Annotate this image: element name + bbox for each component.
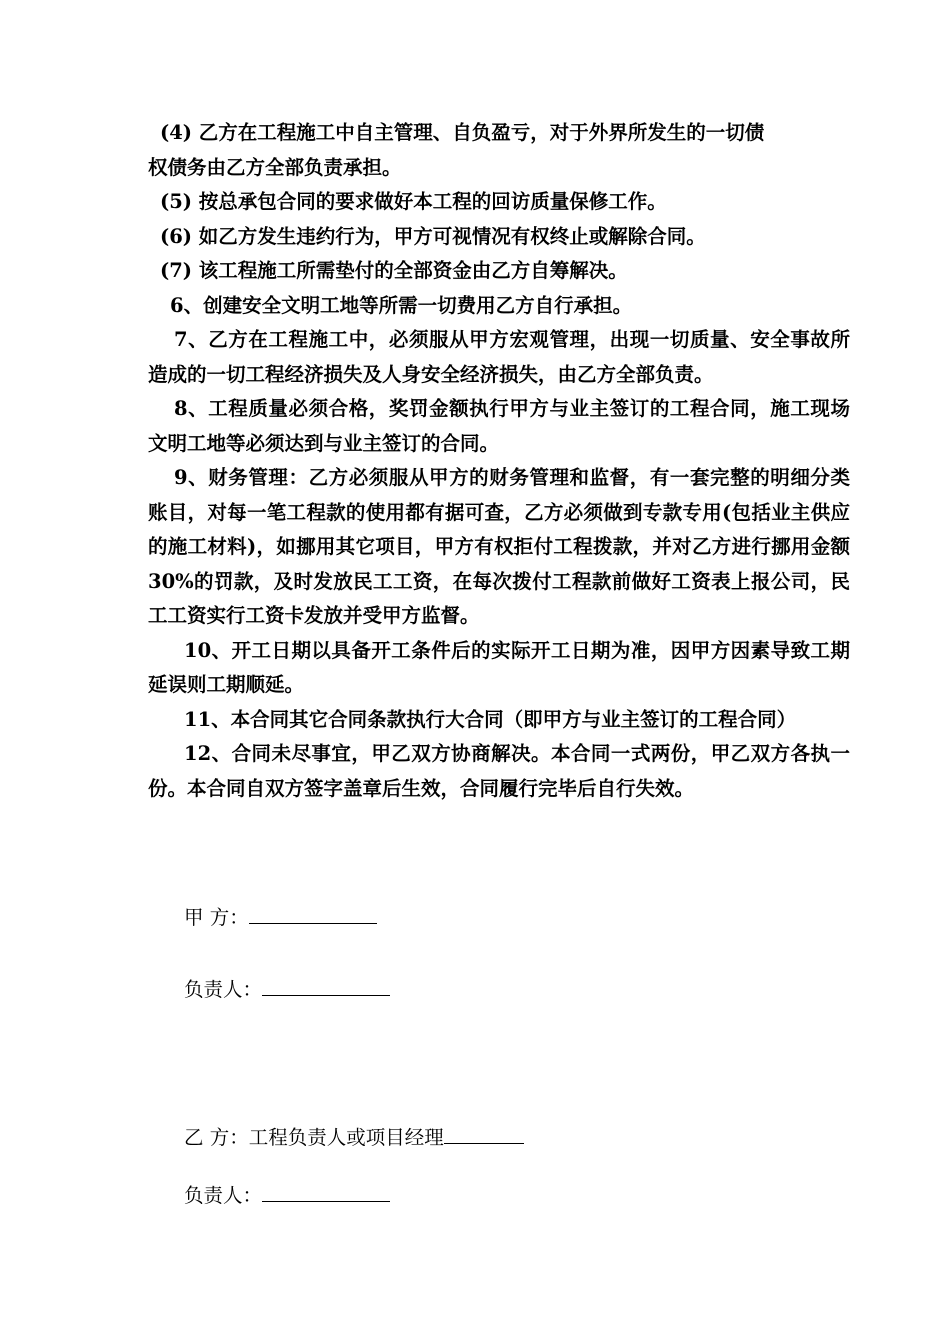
item-8: 8、工程质量必须合格，奖罚金额执行甲方与业主签订的工程合同，施工现场文明工地等必须达到与业主签订的合同。 — [148, 397, 850, 455]
item-11: 11、本合同其它合同条款执行大合同（即甲方与业主签订的工程合同） — [184, 707, 797, 731]
party-b-rep-label: 负责人： — [184, 1184, 263, 1207]
party-b-text: 工程负责人或项目经理 — [248, 1126, 444, 1149]
contract-clauses — [148, 116, 850, 806]
party-b-label: 乙 方： — [184, 1126, 249, 1149]
clause-5: (5) 按总承包合同的要求做好本工程的回访质量保修工作。 — [160, 190, 667, 213]
clause-4-line-2: 权债务由乙方全部负责承担。 — [148, 155, 402, 179]
party-b-rep-signature-line — [184, 1180, 390, 1208]
party-a-signature-line — [184, 902, 377, 930]
item-7: 7、乙方在工程施工中，必须服从甲方宏观管理，出现一切质量、安全事故所造成的一切工程经济损失及人身安全经济损失，由乙方全部负责。 — [148, 328, 850, 386]
party-a-rep-signature-line — [184, 974, 390, 1002]
party-b-rep-blank[interactable] — [262, 1181, 390, 1202]
party-a-rep-label: 负责人： — [184, 978, 263, 1001]
party-b-blank[interactable] — [444, 1123, 524, 1144]
party-a-rep-blank[interactable] — [262, 975, 390, 996]
item-9: 9、财务管理：乙方必须服从甲方的财务管理和监督，有一套完整的明细分类账目，对每一笔工程款的使用都有据可查，乙方必须做到专款专用(包括业主供应的施工材料)，如挪用其它项目，甲方有权拒付工程拨款，并对乙方进行挪用金额30%的罚款，及时发放民工工资，在每次拨付工程款前做好工资表上报公司，民工工资实行工资卡发放并受甲方监督。 — [148, 466, 850, 627]
clause-7: (7) 该工程施工所需垫付的全部资金由乙方自筹解决。 — [160, 259, 628, 282]
clause-4-line-1: (4) 乙方在工程施工中自主管理、自负盈亏，对于外界所发生的一切债 — [160, 121, 765, 144]
item-10: 10、开工日期以具备开工条件后的实际开工日期为准，因甲方因素导致工期延误则工期顺延。 — [148, 638, 850, 696]
item-6: 6、创建安全文明工地等所需一切费用乙方自行承担。 — [170, 293, 633, 317]
party-b-signature-line — [184, 1122, 524, 1150]
clause-6: (6) 如乙方发生违约行为，甲方可视情况有权终止或解除合同。 — [160, 224, 706, 248]
item-12: 12、合同未尽事宜，甲乙双方协商解决。本合同一式两份，甲乙双方各执一份。本合同自双方签字盖章后生效，合同履行完毕后自行失效。 — [148, 742, 850, 800]
party-a-blank[interactable] — [249, 903, 377, 924]
party-a-label: 甲 方： — [184, 906, 249, 929]
